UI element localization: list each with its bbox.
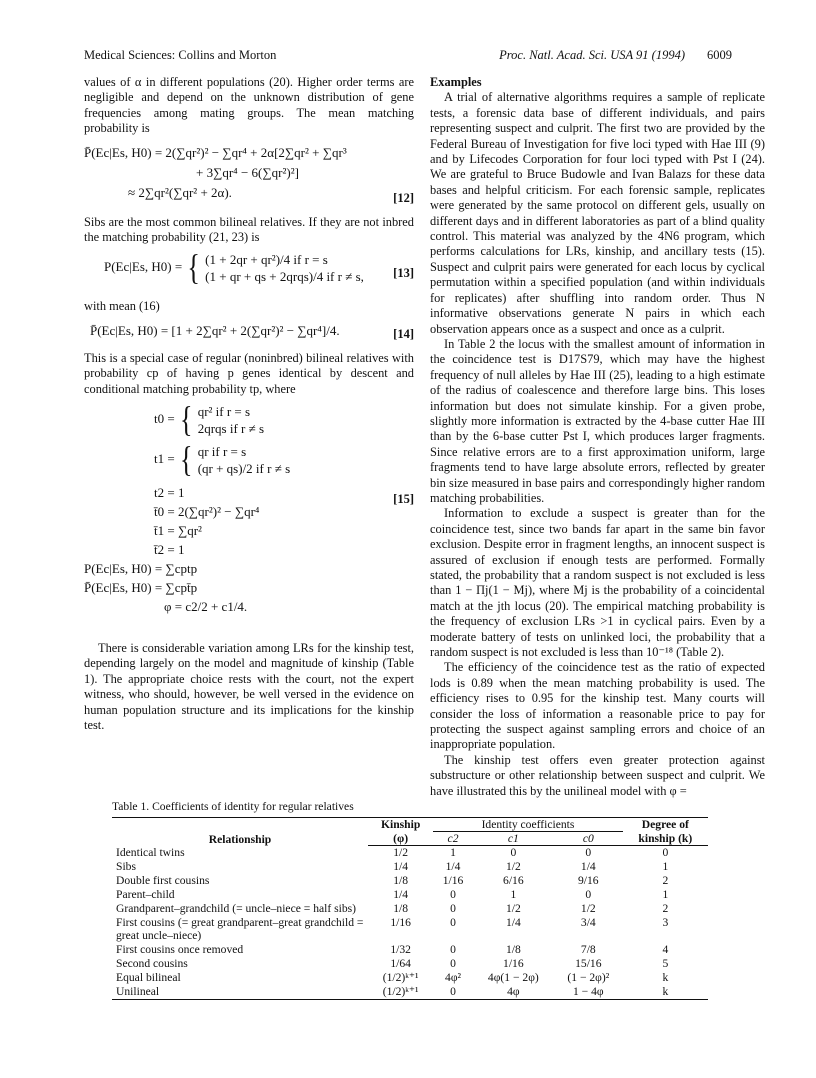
cell-relationship: Unilineal — [112, 985, 368, 1000]
equation-number: [15] — [393, 491, 414, 506]
equation-14 — [84, 321, 414, 345]
cell-c2: 0 — [450, 888, 456, 901]
cell-kinship: 1/64 — [390, 957, 411, 970]
cell-c0: 0 — [585, 846, 592, 859]
equation-line: t2 = 1 — [154, 485, 185, 501]
paragraph: There is considerable variation among LRs for the kinship test, depending largely on the model and magnitude of kinship (Table 1). The appropriate choice rests with the court, not the expert witness, who should, however, be well versed in the evidence on human population structure and its implications for the kinship test. — [84, 641, 414, 733]
cell-c2: 0 — [450, 902, 456, 915]
cell-c1: 0 — [510, 846, 517, 859]
col-header-c1: c1 — [473, 832, 554, 846]
equation-case: (1 + 2qr + qr²)/4 if r = s — [205, 252, 328, 268]
equation-case: qr² if r = s — [197, 404, 251, 420]
equation-line: + 3∑qr⁴ − 6(∑qr²)²] — [196, 164, 299, 180]
cell-degree: 4 — [662, 943, 669, 956]
left-brace: { — [179, 399, 193, 440]
col-header-c2: c2 — [433, 832, 472, 846]
paragraph: Information to exclude a suspect is greater than for the coincidence test, since two bands far apart in the same bin favor exclusion. Despite error in fragment lengths, an innocent suspect is assured of exclusion if enough tests are performed. Formally stated, the probability that a random suspect is not excluded is less than 1 − Πj(1 − Mj), where Mj is the probability of a coincidental match at the jth locus (20). The empirical matching probability is the frequency of exclusion LRs >1 in cyclical pairs. Even by a moderate battery of tests on unlinked loci, the probability that a random suspect is not excluded is less than 10⁻¹⁸ (Table 2). — [430, 506, 765, 660]
cell-kinship: 1/32 — [390, 943, 411, 956]
cell-c1: 1/4 — [505, 916, 521, 929]
equation-lhs: t0 = — [154, 411, 175, 427]
paragraph: In Table 2 the locus with the smallest amount of information in the coincidence test is D17S79, which may have the highest frequency of null alleles by Hae III (25), leading to a high estimate of the radius of coalescence and therefore large bins. This loses information but does not simulate kinship. For a given probe, slightly more information is extracted by the 4-base cutter Hae III than by the 6-base cutter Pst I, which produces larger fragments. Since relative errors are to a first approximation uniform, large fragments tend to have large absolute errors, reflected by greater bin size measured in base pairs and correspondingly higher random matching probabilities. — [430, 336, 765, 505]
paragraph: with mean (16) — [84, 299, 160, 314]
equation-lhs: t1 = — [154, 451, 175, 467]
journal-citation: Proc. Natl. Acad. Sci. USA 91 (1994) — [499, 48, 685, 62]
cell-relationship: Parent–child — [116, 888, 175, 901]
cell-c2: 1/4 — [445, 860, 461, 873]
paragraph: A trial of alternative algorithms requires a sample of replicate tests, a forensic data base of different individuals, and pairs representing suspect and culprit. The first two are provided by the Federal Bureau of Investigation for five loci typed with Hae III (9) and by Lifecodes Corporation for four loci typed with Pst I (24). We are grateful to Bruce Budowle and Ivan Balazs for these data bases and helpful criticism. For each forensic sample, replicates were generated by the same protocol on different gels, usually on different days and in different laboratories as part of a blind quality control. This material was analyzed by the 4N6 program, which performs calculations for LRs, kinship, and ancillary tests (15). Suspect and culprit pairs were generated for each locus by cyclical permutation within a specified population (and within individuals for replicates) after shuffling into random order. Thus N informative observations generate N pairs in which each observation appears once as a suspect and once as a culprit. — [430, 90, 765, 336]
cell-kinship: 1/2 — [393, 846, 409, 859]
cell-relationship: Identical twins — [116, 845, 185, 859]
cell-degree: k — [623, 985, 708, 1000]
cell-kinship: 1/8 — [393, 902, 409, 915]
cell-c1: 1/2 — [505, 902, 521, 915]
cell-c2: 0 — [450, 943, 456, 956]
cell-c0: 1 − 4φ — [554, 985, 623, 1000]
paragraph: This is a special case of regular (noninbred) bilineal relatives with probability cp of having p genes identical by descent and conditional matching probability tp, where — [84, 350, 414, 396]
cell-relationship: First cousins (= great grandparent–great grandchild = great uncle–niece) — [116, 916, 364, 942]
cell-c2: 1 — [450, 846, 456, 859]
cell-kinship: (1/2)ᵏ⁺¹ — [368, 985, 433, 1000]
table-row — [112, 943, 708, 957]
cell-kinship: 1/4 — [393, 888, 409, 901]
cell-degree: 0 — [662, 846, 669, 859]
paragraph: The kinship test offers even greater protection against substructure or other relationship between suspect and culprit. We have illustrated this by the unilineal model with φ = — [430, 752, 765, 798]
col-header-degree-k: kinship (k) — [623, 832, 708, 846]
cell-relationship: Equal bilineal — [116, 971, 181, 984]
paragraph: The efficiency of the coincidence test as the ratio of expected lods is 0.89 when the mean matching probability is used. The efficiency rises to 0.95 for the kinship test. Many courts will consider the loss of information a reasonable price to pay for protecting the suspect against sampling errors and choice of an inappropriate population. — [430, 660, 765, 752]
table-row — [112, 846, 708, 861]
left-column — [84, 75, 414, 734]
equation-case: qr if r = s — [197, 444, 247, 460]
cell-degree: 5 — [662, 957, 669, 970]
left-brace: { — [179, 439, 193, 480]
cell-c1: 4φ — [473, 985, 554, 1000]
cell-degree: 2 — [662, 902, 669, 915]
cell-c0: 7/8 — [580, 943, 596, 956]
table-row — [112, 902, 708, 916]
cell-degree: 3 — [662, 916, 669, 929]
equation-line: P̄(Ec|Es, H0) = 2(∑qr²)² − ∑qr⁴ + 2α[2∑qr² + ∑qr³ — [84, 144, 347, 160]
cell-c1: 1/16 — [503, 957, 524, 970]
paragraph: Sibs are the most common bilineal relatives. If they are not inbred the matching probability (21, 23) is — [84, 214, 414, 245]
cell-c2: 1/16 — [442, 874, 464, 887]
col-header-identity: Identity coefficients — [433, 818, 622, 832]
equation-line: t̄0 = 2(∑qr²)² − ∑qr⁴ — [154, 504, 260, 520]
equation-case: (1 + qr + qs + 2qrqs)/4 if r ≠ s, — [205, 269, 364, 285]
paragraph: values of α in different populations (20). Higher order terms are negligible and depend on the unknown distribution of gene frequencies among mating groups. The mean matching probability is — [84, 75, 414, 136]
equation-line: φ = c2/2 + c1/4. — [164, 599, 248, 615]
page-number: 6009 — [707, 48, 732, 62]
cell-relationship: Grandparent–grandchild (= uncle–niece = half sibs) — [116, 902, 357, 915]
col-header-c0: c0 — [554, 832, 623, 846]
equation-number: [12] — [393, 191, 414, 206]
cell-c0: 1/2 — [580, 902, 596, 915]
left-brace: { — [187, 247, 200, 289]
cell-c2: 0 — [450, 916, 456, 929]
running-header-right — [499, 48, 732, 63]
equation-case: 2qrqs if r ≠ s — [197, 421, 265, 437]
table-1 — [112, 800, 708, 1000]
cell-c1: 1/2 — [505, 860, 521, 873]
cell-c1: 1 — [510, 888, 517, 901]
cell-kinship: 1/8 — [393, 874, 409, 887]
equation-line: ≈ 2∑qr²(∑qr² + 2α). — [128, 184, 232, 200]
cell-c2: 4φ² — [445, 971, 461, 984]
equation-cases — [198, 443, 290, 477]
col-header-kinship-symbol: (φ) — [368, 832, 433, 846]
equation-number: [13] — [393, 266, 414, 281]
equation-line: t̄2 = 1 — [154, 542, 185, 558]
table-row — [112, 971, 708, 985]
cell-c0: 3/4 — [580, 916, 596, 929]
cell-relationship: Second cousins — [116, 957, 188, 970]
table-caption: Table 1. Coefficients of identity for regular relatives — [112, 800, 354, 813]
cell-c2: 0 — [450, 957, 456, 970]
col-header-degree: Degree of — [623, 818, 708, 832]
col-header-kinship: Kinship — [368, 818, 433, 832]
cell-c0: (1 − 2φ)² — [567, 971, 610, 984]
equation-line: P̄(Ec|Es, H0) = ∑cpt̄p — [84, 580, 198, 596]
table-row — [112, 916, 708, 943]
coefficients-table — [112, 817, 708, 1000]
equation-line: P(Ec|Es, H0) = ∑cptp — [84, 561, 198, 577]
cell-relationship: Double first cousins — [116, 874, 210, 887]
cell-c2: 0 — [433, 985, 472, 1000]
equation-cases — [198, 403, 264, 437]
cell-degree: k — [662, 971, 669, 984]
table-row — [112, 874, 708, 888]
cell-c1: 1/8 — [505, 943, 521, 956]
cell-kinship: 1/4 — [393, 860, 409, 873]
cell-c0: 0 — [585, 888, 592, 901]
equation-cases — [205, 251, 364, 285]
cell-c1: 6/16 — [503, 874, 524, 887]
cell-degree: 1 — [662, 888, 669, 901]
section-heading: Examples — [430, 75, 482, 89]
equation-12 — [84, 143, 414, 209]
equation-case: (qr + qs)/2 if r ≠ s — [197, 461, 291, 477]
equation-line: P̄(Ec|Es, H0) = [1 + 2∑qr² + 2(∑qr²)² − ∑qr⁴]/4. — [90, 322, 340, 338]
cell-c0: 1/4 — [580, 860, 596, 873]
cell-relationship: First cousins once removed — [116, 943, 244, 956]
cell-kinship: 1/16 — [390, 916, 411, 929]
cell-degree: 2 — [662, 874, 669, 887]
equation-lhs: P(Ec|Es, H0) = — [104, 259, 183, 275]
equation-13 — [84, 247, 414, 293]
equation-15 — [84, 399, 414, 635]
right-column — [430, 75, 765, 799]
cell-c0: 15/16 — [575, 957, 602, 970]
cell-c1: 4φ(1 − 2φ) — [487, 971, 539, 984]
running-header-left: Medical Sciences: Collins and Morton — [84, 48, 277, 62]
table-row — [112, 957, 708, 971]
table-row — [112, 985, 708, 1000]
cell-c0: 9/16 — [577, 874, 599, 887]
equation-number: [14] — [393, 327, 414, 342]
col-header-relationship: Relationship — [112, 818, 368, 846]
cell-relationship: Sibs — [116, 860, 136, 873]
table-row — [112, 860, 708, 874]
equation-line: t̄1 = ∑qr² — [154, 523, 202, 539]
cell-kinship: (1/2)ᵏ⁺¹ — [382, 971, 419, 984]
cell-degree: 1 — [662, 860, 669, 873]
table-row — [112, 888, 708, 902]
